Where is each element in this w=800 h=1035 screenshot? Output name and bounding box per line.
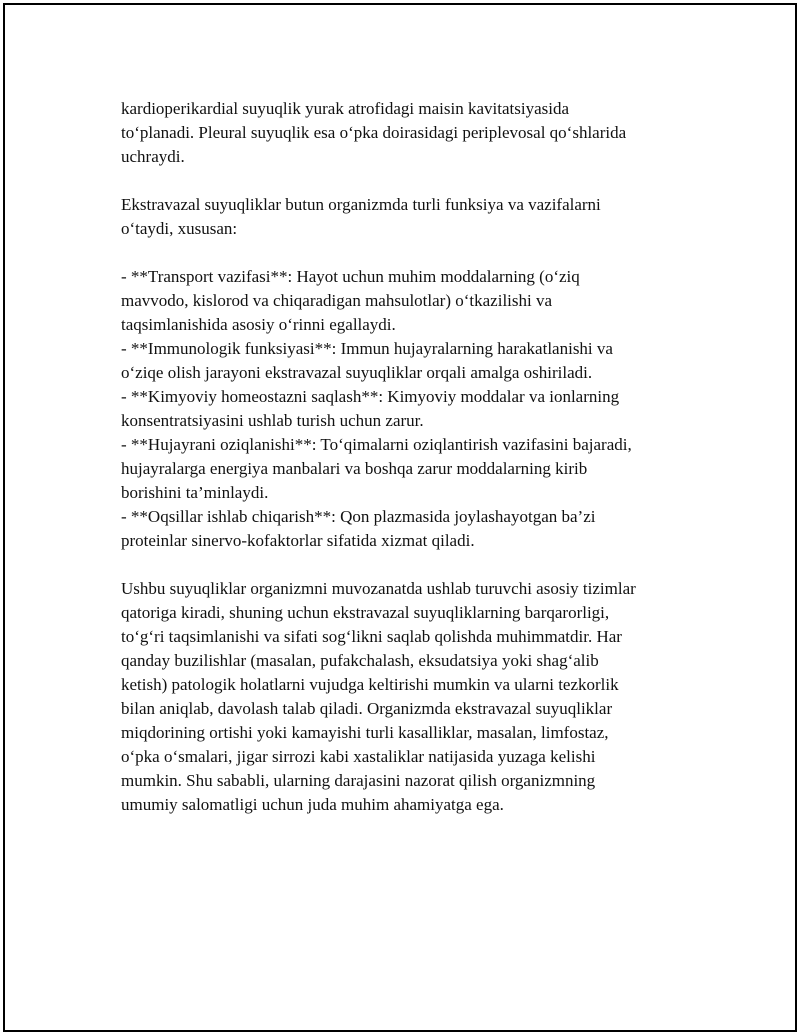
text-line: bilan aniqlab, davolash talab qiladi. Organizmda ekstravazal suyuqliklar: [121, 699, 613, 718]
list-item-line: - **Oqsillar ishlab chiqarish**: Qon plazmasida joylashayotgan ba’zi: [121, 507, 596, 526]
text-line: o‘pka o‘smalari, jigar sirrozi kabi xastaliklar natijasida yuzaga kelishi: [121, 747, 596, 766]
list-item-line: proteinlar sinervo-kofaktorlar sifatida xizmat qiladi.: [121, 531, 475, 550]
text-line: qanday buzilishlar (masalan, pufakchalash, eksudatsiya yoki shag‘alib: [121, 651, 599, 670]
text-line: kardioperikardial suyuqlik yurak atrofidagi maisin kavitatsiyasida: [121, 99, 570, 118]
list-item-line: konsentratsiyasini ushlab turish uchun zarur.: [121, 411, 424, 430]
paragraph-intro: [121, 97, 701, 169]
paragraph-conclusion: [121, 577, 701, 817]
paragraph-functions-intro: [121, 193, 701, 241]
paragraph-gap: [121, 169, 701, 193]
text-line: to‘g‘ri taqsimlanishi va sifati sog‘likni saqlab qolishda muhimmatdir. Har: [121, 627, 622, 646]
text-line: ketish) patologik holatlarni vujudga keltirishi mumkin va ularni tezkorlik: [121, 675, 619, 694]
list-item-line: o‘ziqe olish jarayoni ekstravazal suyuqliklar orqali amalga oshiriladi.: [121, 363, 593, 382]
list-item-line: taqsimlanishida asosiy o‘rinni egallaydi.: [121, 315, 396, 334]
text-line: Ushbu suyuqliklar organizmni muvozanatda ushlab turuvchi asosiy tizimlar: [121, 579, 636, 598]
list-item-line: - **Hujayrani oziqlanishi**: To‘qimalarni oziqlantirish vazifasini bajaradi,: [121, 435, 632, 454]
paragraph-gap: [121, 241, 701, 265]
list-item-line: - **Immunologik funksiyasi**: Immun hujayralarning harakatlanishi va: [121, 339, 613, 358]
text-line: o‘taydi, xususan:: [121, 219, 238, 238]
list-item-line: - **Kimyoviy homeostazni saqlash**: Kimyoviy moddalar va ionlarning: [121, 387, 620, 406]
page-frame: [3, 3, 797, 1032]
text-line: qatoriga kiradi, shuning uchun ekstravazal suyuqliklarning barqarorligi,: [121, 603, 610, 622]
text-line: miqdorining ortishi yoki kamayishi turli kasalliklar, masalan, limfostaz,: [121, 723, 609, 742]
list-item-line: borishini ta’minlaydi.: [121, 483, 269, 502]
list-item-line: - **Transport vazifasi**: Hayot uchun muhim moddalarning (o‘ziq: [121, 267, 580, 286]
text-line: to‘planadi. Pleural suyuqlik esa o‘pka doirasidagi periplevosal qo‘shlarida: [121, 123, 627, 142]
text-line: uchraydi.: [121, 147, 185, 166]
text-line: Ekstravazal suyuqliklar butun organizmda turli funksiya va vazifalarni: [121, 195, 601, 214]
text-line: mumkin. Shu sababli, ularning darajasini nazorat qilish organizmning: [121, 771, 596, 790]
list-item-line: mavvodo, kislorod va chiqaradigan mahsulotlar) o‘tkazilishi va: [121, 291, 553, 310]
document-body: [121, 97, 701, 817]
function-list: [121, 265, 701, 553]
paragraph-gap: [121, 553, 701, 577]
list-item-line: hujayralarga energiya manbalari va boshqa zarur moddalarning kirib: [121, 459, 588, 478]
text-line: umumiy salomatligi uchun juda muhim ahamiyatga ega.: [121, 795, 504, 814]
